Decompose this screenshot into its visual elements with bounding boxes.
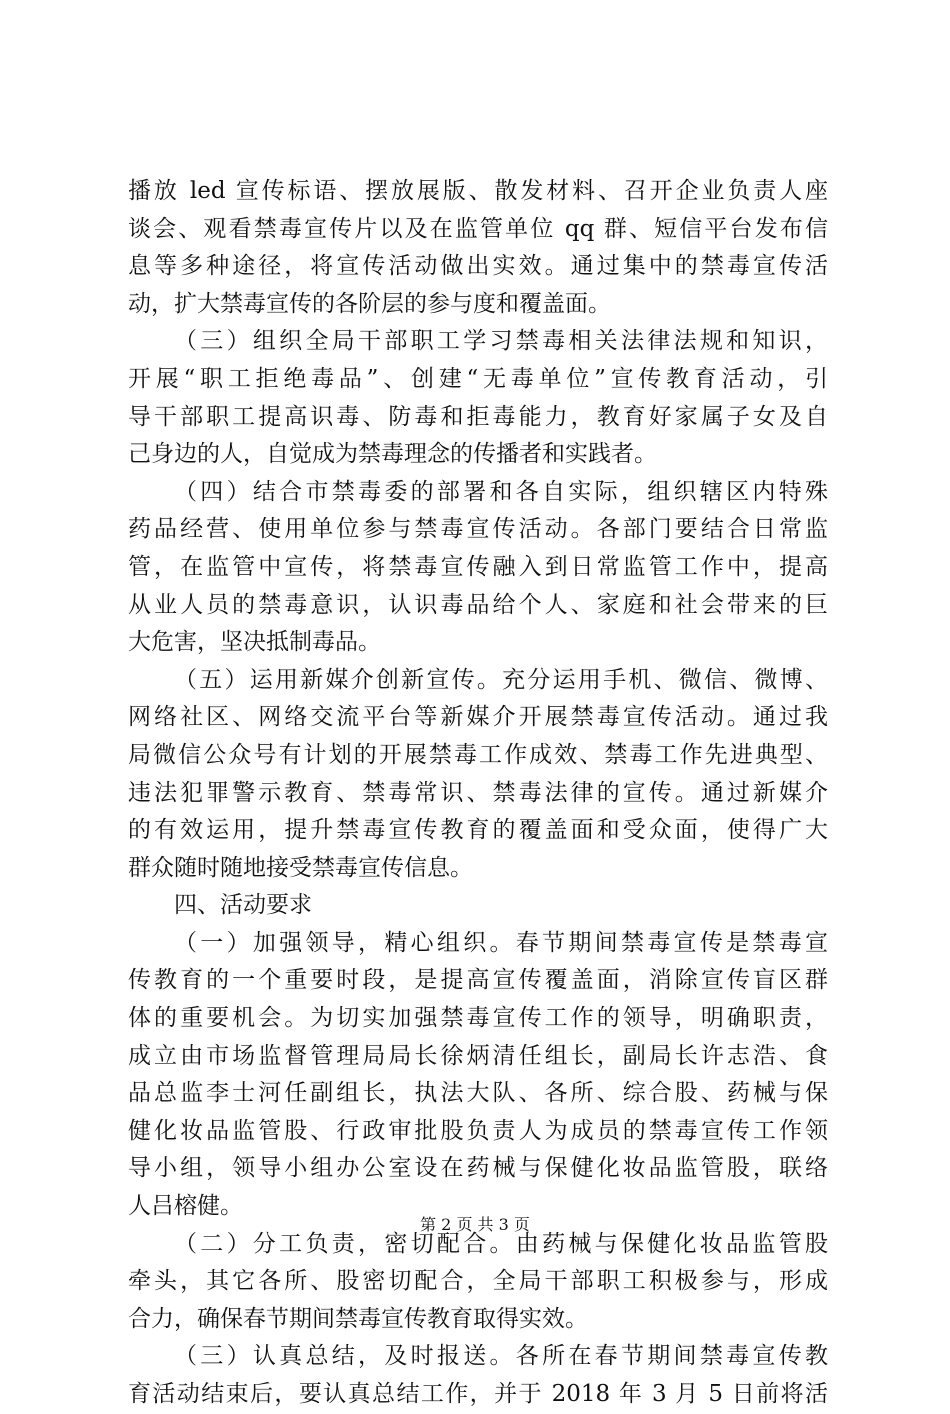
text-line: （三）组织全局干部职工学习禁毒相关法律法规和知识， <box>174 328 828 355</box>
text-line: 育活动结束后，要认真总结工作，并于 2018 年 3 月 5 日前将活 <box>128 1381 828 1407</box>
text-line: 群众随时随地接受禁毒宣传信息。 <box>128 854 473 881</box>
text-line: （四）结合市禁毒委的部署和各自实际，组织辖区内特殊 <box>174 478 828 505</box>
text-line: 局微信公众号有计划的开展禁毒工作成效、禁毒工作先进典型、 <box>128 741 828 768</box>
text-line: （一）加强领导，精心组织。春节期间禁毒宣传是禁毒宣 <box>174 929 828 956</box>
text-line: 成立由市场监督管理局局长徐炳清任组长，副局长许志浩、食 <box>128 1042 828 1069</box>
text-line: 健化妆品监管股、行政审批股负责人为成员的禁毒宣传工作领 <box>128 1117 828 1144</box>
page-footer: 第 2 页 共 3 页 <box>420 1215 530 1234</box>
text-line: （五）运用新媒介创新宣传。充分运用手机、微信、微博、 <box>174 666 828 693</box>
text-line: 牵头，其它各所、股密切配合，全局干部职工积极参与，形成 <box>128 1268 828 1295</box>
text-line: 开展“职工拒绝毒品”、创建“无毒单位”宣传教育活动，引 <box>128 365 828 392</box>
text-line: （二）分工负责，密切配合。由药械与保健化妆品监管股 <box>174 1230 828 1257</box>
text-line: 的有效运用，提升禁毒宣传教育的覆盖面和受众面，使得广大 <box>128 817 828 844</box>
text-line: 导干部职工提高识毒、防毒和拒毒能力，教育好家属子女及自 <box>128 403 828 430</box>
text-line: 播放 led 宣传标语、摆放展版、散发材料、召开企业负责人座 <box>128 178 828 204</box>
text-line: 管，在监管中宣传，将禁毒宣传融入到日常监管工作中，提高 <box>128 553 828 580</box>
text-line: 谈会、观看禁毒宣传片以及在监管单位 qq 群、短信平台发布信 <box>128 215 828 242</box>
text-line: （三）认真总结，及时报送。各所在春节期间禁毒宣传教 <box>174 1343 828 1370</box>
text-line: 合力，确保春节期间禁毒宣传教育取得实效。 <box>128 1305 588 1332</box>
text-line: 从业人员的禁毒意识，认识毒品给个人、家庭和社会带来的巨 <box>128 591 828 618</box>
text-line: 动，扩大禁毒宣传的各阶层的参与度和覆盖面。 <box>128 290 611 317</box>
text-line: 品总监李士河任副组长，执法大队、各所、综合股、药械与保 <box>128 1080 828 1107</box>
text-line: 己身边的人，自觉成为禁毒理念的传播者和实践者。 <box>128 441 657 468</box>
text-line: 大危害，坚决抵制毒品。 <box>128 629 381 656</box>
text-line: 四、活动要求 <box>174 892 312 919</box>
text-line: 药品经营、使用单位参与禁毒宣传活动。各部门要结合日常监 <box>128 516 828 543</box>
text-line: 人吕榕健。 <box>128 1193 243 1220</box>
text-line: 导小组，领导小组办公室设在药械与保健化妆品监管股，联络 <box>128 1155 828 1182</box>
text-line: 传教育的一个重要时段，是提高宣传覆盖面，消除宣传盲区群 <box>128 967 828 994</box>
text-line: 息等多种途径，将宣传活动做出实效。通过集中的禁毒宣传活 <box>128 253 828 280</box>
text-line: 体的重要机会。为切实加强禁毒宣传工作的领导，明确职责， <box>128 1005 828 1032</box>
text-line: 违法犯罪警示教育、禁毒常识、禁毒法律的宣传。通过新媒介 <box>128 779 828 806</box>
text-line: 网络社区、网络交流平台等新媒介开展禁毒宣传活动。通过我 <box>128 704 828 731</box>
